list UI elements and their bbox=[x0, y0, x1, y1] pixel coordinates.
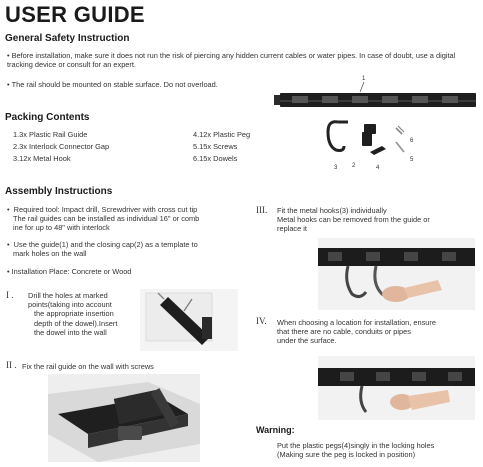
warning-heading: Warning: bbox=[256, 425, 295, 435]
packing-item-3: 3.12x Metal Hook bbox=[13, 154, 71, 163]
page-title: USER GUIDE bbox=[5, 2, 145, 27]
assembly-bullet-1: • Required tool: Impact drill, Screwdriver with cross cut tip The rail guides can be installed as individual 16" or comb ine for up to 48" with interlock bbox=[7, 205, 257, 233]
assembly-heading: Assembly Instructions bbox=[5, 186, 113, 197]
warning-text: Put the plastic pegs(4)singly in the locking holes (Making sure the peg is locked in position) bbox=[277, 441, 435, 460]
figure-number-4: 4 bbox=[376, 165, 380, 171]
figure-number-3: 3 bbox=[334, 165, 338, 171]
assembly-bullet-2: • Use the guide(1) and the closing cap(2) as a template to mark holes on the wall bbox=[7, 240, 257, 258]
assembly-bullet-3: • Installation Place: Concrete or Wood bbox=[7, 267, 131, 276]
figure-number-1: 1 bbox=[362, 76, 366, 82]
figure-number-6: 6 bbox=[410, 138, 414, 144]
hook-fitting-photo bbox=[318, 238, 475, 310]
packing-item-4: 4.12x Plastic Peg bbox=[193, 130, 251, 139]
screws-dowels-image bbox=[396, 126, 404, 152]
step-3-number: III. bbox=[256, 205, 268, 215]
packing-heading: Packing Contents bbox=[5, 112, 90, 123]
peg-insertion-photo bbox=[318, 356, 475, 420]
figure-number-5: 5 bbox=[410, 157, 414, 163]
packing-item-1: 1.3x Plastic Rail Guide bbox=[13, 130, 88, 139]
step-2-text: Fix the rail guide on the wall with screws bbox=[22, 362, 154, 371]
safety-bullet-1: • Before installation, make sure it does not run the risk of piercing any hidden current cables or water pipes. In case of doubt, use a digital tracking device or consult for an expert. bbox=[7, 51, 479, 69]
step-1-number: I . bbox=[6, 290, 14, 300]
step-2-number: II . bbox=[6, 360, 17, 370]
figure-number-2: 2 bbox=[352, 163, 356, 169]
packing-item-6: 6.15x Dowels bbox=[193, 154, 238, 163]
drill-illustration bbox=[140, 289, 238, 351]
connector-image bbox=[362, 124, 376, 146]
step-1-text: Drill the holes at marked points(taking into account the appropriate insertion depth of the dowel).Insert the dowel into the wall bbox=[28, 291, 118, 337]
rail-screw-illustration bbox=[48, 374, 200, 462]
safety-heading: General Safety Instruction bbox=[5, 33, 130, 44]
safety-bullet-2: • The rail should be mounted on stable surface. Do not overload. bbox=[7, 80, 387, 89]
packing-item-5: 5.15x Screws bbox=[193, 142, 238, 151]
metal-hook-image bbox=[328, 122, 348, 151]
plastic-peg-image bbox=[370, 146, 386, 155]
rail-guide-image bbox=[274, 93, 476, 107]
packing-contents-figure bbox=[270, 72, 483, 174]
step-3-text: Fit the metal hooks(3) individually Metal hooks can be removed from the guide or replace it bbox=[277, 206, 430, 234]
step-4-text: When choosing a location for installation, ensure that there are no cable, conduits or pipes under the surface. bbox=[277, 318, 436, 346]
step-4-number: IV. bbox=[256, 316, 267, 326]
packing-item-2: 2.3x Interlock Connector Gap bbox=[13, 142, 110, 151]
